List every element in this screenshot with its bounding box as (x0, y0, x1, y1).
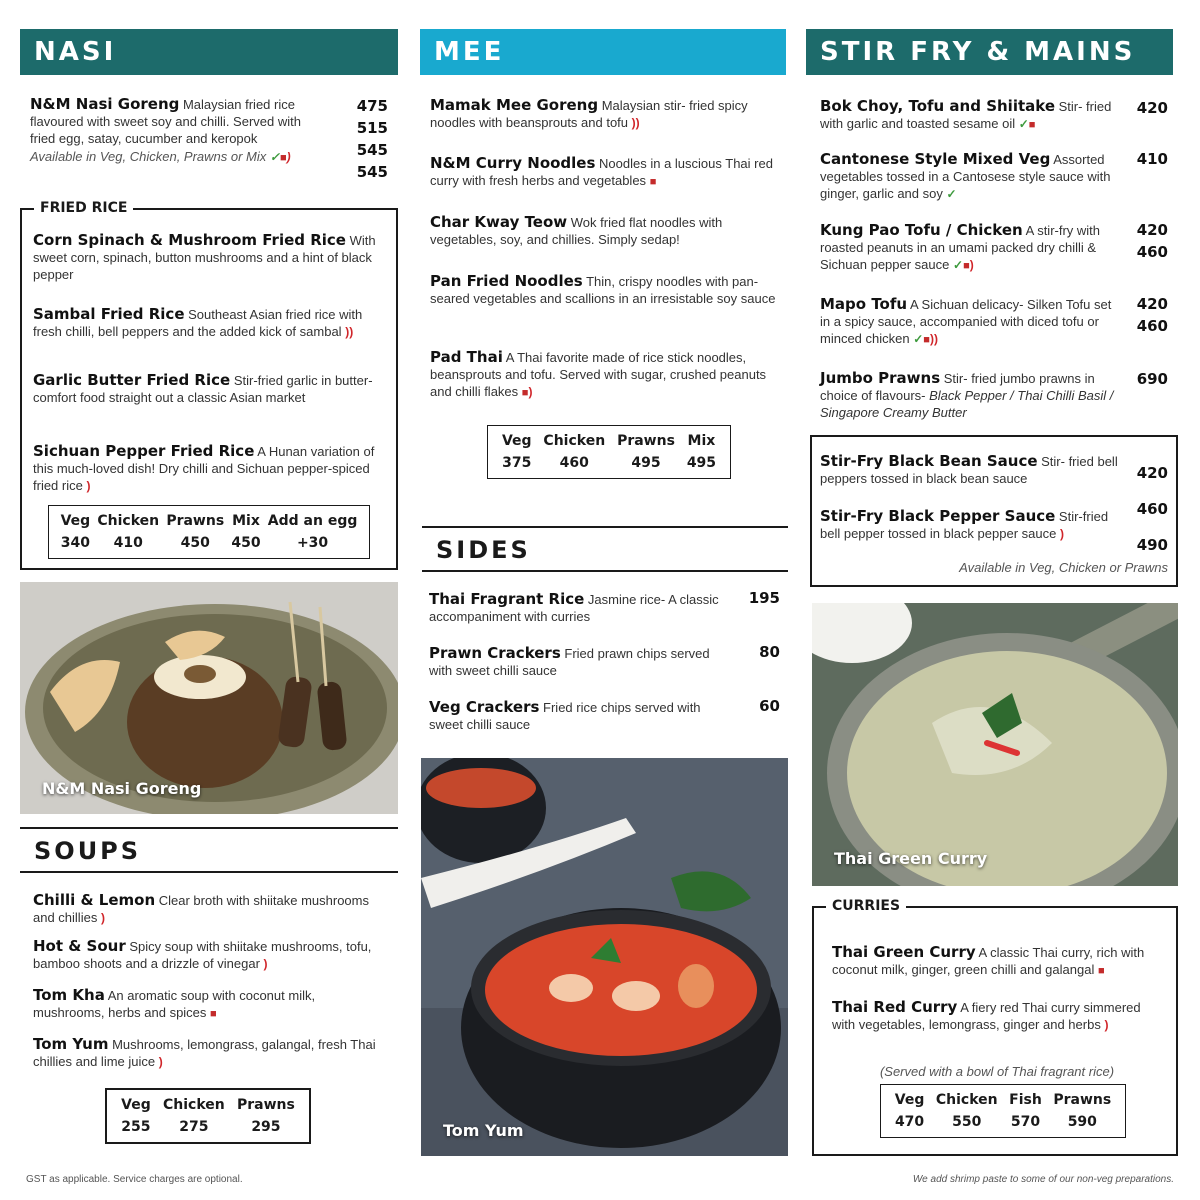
item-desc: Jasmine rice- A classic accompaniment with curries (429, 592, 719, 624)
price-value: 495 (631, 455, 661, 471)
sides-heading (422, 526, 788, 572)
menu-item (430, 349, 780, 402)
menu-item (832, 999, 1167, 1034)
tom-yum-illustration (421, 758, 788, 1156)
item-name: Char Kway Teow (430, 213, 568, 231)
price: 545 (356, 141, 388, 159)
footer-shrimp-note: We add shrimp paste to some of our non-veg preparations. (912, 1174, 1174, 1185)
item-name: Veg Crackers (429, 698, 540, 716)
veg-leaf-icon: ✓ (269, 150, 280, 164)
curries-label: CURRIES (826, 898, 906, 914)
item-desc: A Sichuan delicacy- Silken Tofu set in a spicy sauce, accompanied with diced tofu or minced chicken (820, 297, 1112, 346)
veg-leaf-icon: ✓ (913, 332, 924, 346)
chili-icon: ) (100, 911, 105, 925)
availability-note: Available in Veg, Chicken or Prawns (959, 560, 1168, 575)
item-name: Sichuan Pepper Fried Rice (33, 442, 255, 460)
price: 690 (1136, 370, 1168, 388)
menu-item (33, 306, 378, 341)
item-desc: A stir-fry with roasted peanuts in an umami packed dry chilli & Sichuan pepper sauce (820, 223, 1101, 272)
menu-item (820, 508, 1120, 543)
price: 410 (1136, 150, 1168, 168)
price-value: 340 (60, 535, 90, 551)
item-desc: Fried prawn chips served with sweet chilli sauce (429, 646, 710, 678)
chili-icon: )) (929, 332, 938, 346)
price-value: 590 (1067, 1114, 1097, 1130)
price: 460 (1136, 243, 1168, 261)
item-name: Corn Spinach & Mushroom Fried Rice (33, 231, 346, 249)
item-name: Thai Red Curry (832, 998, 958, 1016)
chili-icon: ) (969, 258, 974, 272)
price-value: 410 (113, 535, 143, 551)
price-header: Veg (501, 433, 532, 449)
item-desc: Stir- fried bell peppers tossed in black bean sauce (820, 454, 1118, 486)
menu-item (430, 97, 780, 132)
curries-note: (Served with a bowl of Thai fragrant rice) (879, 1064, 1115, 1079)
veg-leaf-icon: ✓ (946, 187, 957, 201)
menu-item (429, 591, 734, 625)
item-name: Tom Yum (33, 1035, 109, 1053)
menu-item (429, 645, 734, 679)
price-header: Veg (60, 513, 91, 529)
item-desc: An aromatic soup with coconut milk, mushrooms, herbs and spices (33, 988, 316, 1020)
shrimp-paste-icon: ■ (279, 152, 287, 164)
menu-item (832, 944, 1167, 980)
price: 475 (356, 97, 388, 115)
stirfry-prices (1128, 97, 1168, 119)
item-desc: Clear broth with shiitake mushrooms and chillies (33, 893, 369, 925)
item-name: Kung Pao Tofu / Chicken (820, 221, 1023, 239)
menu-item (33, 232, 378, 283)
soups-heading (20, 827, 398, 873)
item-name: Sambal Fried Rice (33, 305, 185, 323)
price-header: Prawns (617, 433, 675, 449)
stirfry-prices (1128, 219, 1168, 263)
price-value: 255 (121, 1119, 151, 1135)
menu-item (820, 453, 1120, 487)
item-desc: A fiery red Thai curry simmered with vegetables, lemongrass, ginger and herbs (832, 1000, 1141, 1032)
soups-price-table (105, 1088, 311, 1144)
item-desc: Fried rice chips served with sweet chilli sauce (429, 700, 701, 732)
price-value: +30 (296, 535, 329, 551)
availability-note: Available in Veg, Chicken, Prawns or Mix (30, 149, 267, 164)
shrimp-paste-icon: ■ (210, 1008, 217, 1020)
curries-box (812, 898, 1178, 1156)
sauces-prices (1128, 455, 1168, 563)
item-name: Jumbo Prawns (820, 369, 941, 387)
photo-caption: Tom Yum (443, 1121, 524, 1140)
item-name: Prawn Crackers (429, 644, 561, 662)
menu-item (430, 273, 780, 307)
green-curry-illustration (812, 603, 1178, 886)
price-value: 450 (231, 535, 261, 551)
item-desc: Wok fried flat noodles with vegetables, soy, and chillies. Simply sedap! (430, 215, 723, 247)
chili-icon: ) (263, 957, 268, 971)
price-value: 295 (251, 1119, 281, 1135)
menu-item (430, 214, 780, 248)
footer-gst-note: GST as applicable. Service charges are optional. (26, 1174, 243, 1185)
price: 60 (759, 697, 780, 715)
menu-item (820, 98, 1120, 134)
stirfry-banner (806, 29, 1173, 75)
price-value: 375 (502, 455, 532, 471)
tom-yum-photo (421, 758, 788, 1156)
chili-icon: ) (286, 150, 291, 164)
price: 460 (1136, 317, 1168, 335)
nasi-banner (20, 29, 398, 75)
price-header: Chicken (935, 1092, 998, 1108)
price: 420 (1136, 99, 1168, 117)
soups-title: SOUPS (34, 837, 142, 865)
veg-leaf-icon: ✓ (953, 258, 964, 272)
item-desc: A Thai favorite made of rice stick noodles, beansprouts and tofu. Served with sugar, crushed peanuts and chilli flakes (430, 350, 767, 399)
item-name: Thai Fragrant Rice (429, 590, 585, 608)
price-header: Add an egg (267, 513, 358, 529)
mee-price-table (487, 425, 731, 479)
item-desc: Spicy soup with shiitake mushrooms, tofu, bamboo shoots and a drizzle of vinegar (33, 939, 372, 971)
item-desc: Stir- fried jumbo prawns in choice of flavours- (820, 371, 1095, 403)
curries-price-table (880, 1084, 1126, 1138)
shrimp-paste-icon: ■ (521, 387, 529, 399)
price: 80 (759, 643, 780, 661)
item-name: Cantonese Style Mixed Veg (820, 150, 1051, 168)
price: 420 (1136, 221, 1168, 239)
menu-item (820, 222, 1125, 275)
nasi-goreng-photo (20, 582, 398, 814)
stirfry-prices (1128, 148, 1168, 170)
item-desc: Assorted vegetables tossed in a Cantosese style sauce with ginger, garlic and soy (820, 152, 1111, 201)
item-desc: Thin, crispy noodles with pan-seared vegetables and scallions in an irresistable soy sauce (430, 274, 776, 306)
menu-item (33, 1036, 383, 1071)
mee-title: MEE (434, 37, 505, 67)
menu-item (820, 151, 1120, 203)
chili-icon: ) (528, 385, 533, 399)
item-desc: Noodles in a luscious Thai red curry with fresh herbs and vegetables (430, 156, 773, 188)
item-desc: Southeast Asian fried rice with fresh chilli, bell peppers and the added kick of sambal (33, 307, 363, 339)
price-header: Prawns (237, 1097, 295, 1113)
item-desc: Stir- fried with garlic and toasted sesame oil (820, 99, 1112, 131)
item-name: Garlic Butter Fried Rice (33, 371, 231, 389)
item-name: Pan Fried Noodles (430, 272, 583, 290)
menu-item (820, 370, 1125, 421)
stirfry-title: STIR FRY & MAINS (820, 37, 1136, 67)
price-header: Chicken (97, 513, 160, 529)
stirfry-prices (1128, 293, 1168, 337)
item-desc: Malaysian fried rice flavoured with sweet soy and chilli. Served with fried egg, satay, cucumber and keropok (30, 97, 301, 146)
chili-icon: )) (345, 325, 354, 339)
item-flavours: Black Pepper / Thai Chilli Basil / Singapore Creamy Butter (820, 388, 1114, 420)
item-desc: Malaysian stir- fried spicy noodles with beansprouts and tofu (430, 98, 748, 130)
price-header: Veg (121, 1097, 151, 1113)
price: 420 (1136, 464, 1168, 482)
veg-leaf-icon: ✓ (1018, 117, 1029, 131)
item-name: Pad Thai (430, 348, 503, 366)
item-desc: With sweet corn, spinach, button mushrooms and a hint of black pepper (33, 233, 376, 282)
photo-caption: Thai Green Curry (834, 849, 988, 868)
menu-item (33, 372, 378, 406)
price-header: Mix (687, 433, 716, 449)
item-name: Thai Green Curry (832, 943, 976, 961)
price: 195 (748, 589, 780, 607)
price: 460 (1136, 500, 1168, 518)
sides-title: SIDES (436, 536, 531, 564)
price: 490 (1136, 536, 1168, 554)
shrimp-paste-icon: ■ (1097, 965, 1105, 977)
chili-icon: ) (1104, 1018, 1109, 1032)
price-header: Chicken (543, 433, 606, 449)
price-value: 570 (1010, 1114, 1041, 1130)
menu-item (33, 443, 378, 495)
shrimp-paste-icon: ■ (1028, 119, 1036, 131)
stirfry-prices (1128, 368, 1168, 390)
item-name: Hot & Sour (33, 937, 126, 955)
green-curry-photo (812, 603, 1178, 886)
price-value: 470 (894, 1114, 925, 1130)
price-value: 450 (180, 535, 210, 551)
price-value: 550 (952, 1114, 982, 1130)
shrimp-paste-icon: ■ (649, 176, 657, 188)
sauces-box (810, 435, 1178, 587)
item-name: N&M Nasi Goreng (30, 95, 180, 113)
price: 545 (356, 163, 388, 181)
item-desc: Mushrooms, lemongrass, galangal, fresh Thai chillies and lime juice (33, 1037, 376, 1069)
item-name: Chilli & Lemon (33, 891, 156, 909)
menu-item (33, 892, 383, 927)
menu-item (33, 987, 383, 1023)
nasi-prices (348, 95, 388, 183)
price-value: 495 (686, 455, 717, 471)
price: 420 (1136, 295, 1168, 313)
chili-icon: )) (631, 116, 640, 130)
chili-icon: ) (86, 479, 91, 493)
photo-caption: N&M Nasi Goreng (42, 779, 202, 798)
menu-item (33, 938, 383, 973)
price-header: Fish (1009, 1092, 1042, 1108)
shrimp-paste-icon: ■ (923, 334, 930, 346)
item-desc: A classic Thai curry, rich with coconut milk, ginger, green chilli and galangal (832, 945, 1145, 977)
fried-rice-label: FRIED RICE (34, 200, 133, 216)
menu-item (429, 699, 734, 733)
chili-icon: ) (1059, 527, 1064, 541)
item-name: Bok Choy, Tofu and Shiitake (820, 97, 1055, 115)
shrimp-paste-icon: ■ (963, 260, 970, 272)
price-value: 275 (179, 1119, 209, 1135)
item-desc: Stir-fried garlic in butter- comfort food straight out a classic Asian market (33, 373, 373, 405)
chili-icon: ) (158, 1055, 163, 1069)
nasi-title: NASI (34, 37, 117, 67)
menu-item (820, 296, 1125, 349)
item-desc: Stir-fried bell pepper tossed in black pepper sauce (820, 509, 1109, 541)
item-name: Stir-Fry Black Bean Sauce (820, 452, 1038, 470)
item-name: Stir-Fry Black Pepper Sauce (820, 507, 1056, 525)
price-header: Prawns (1053, 1092, 1112, 1108)
nasi-goreng-item (30, 96, 320, 167)
item-name: N&M Curry Noodles (430, 154, 596, 172)
mee-banner (420, 29, 786, 75)
menu-item (430, 155, 780, 191)
fried-rice-price-table (48, 505, 370, 559)
item-name: Mamak Mee Goreng (430, 96, 599, 114)
price-header: Mix (232, 513, 260, 529)
price: 515 (356, 119, 388, 137)
item-desc: A Hunan variation of this much-loved dish! Dry chilli and Sichuan pepper-spiced fried rice (33, 444, 375, 493)
price-header: Chicken (162, 1097, 225, 1113)
item-name: Tom Kha (33, 986, 105, 1004)
price-header: Prawns (166, 513, 225, 529)
price-header: Veg (894, 1092, 925, 1108)
price-value: 460 (559, 455, 589, 471)
item-name: Mapo Tofu (820, 295, 908, 313)
fried-rice-box (20, 200, 398, 570)
